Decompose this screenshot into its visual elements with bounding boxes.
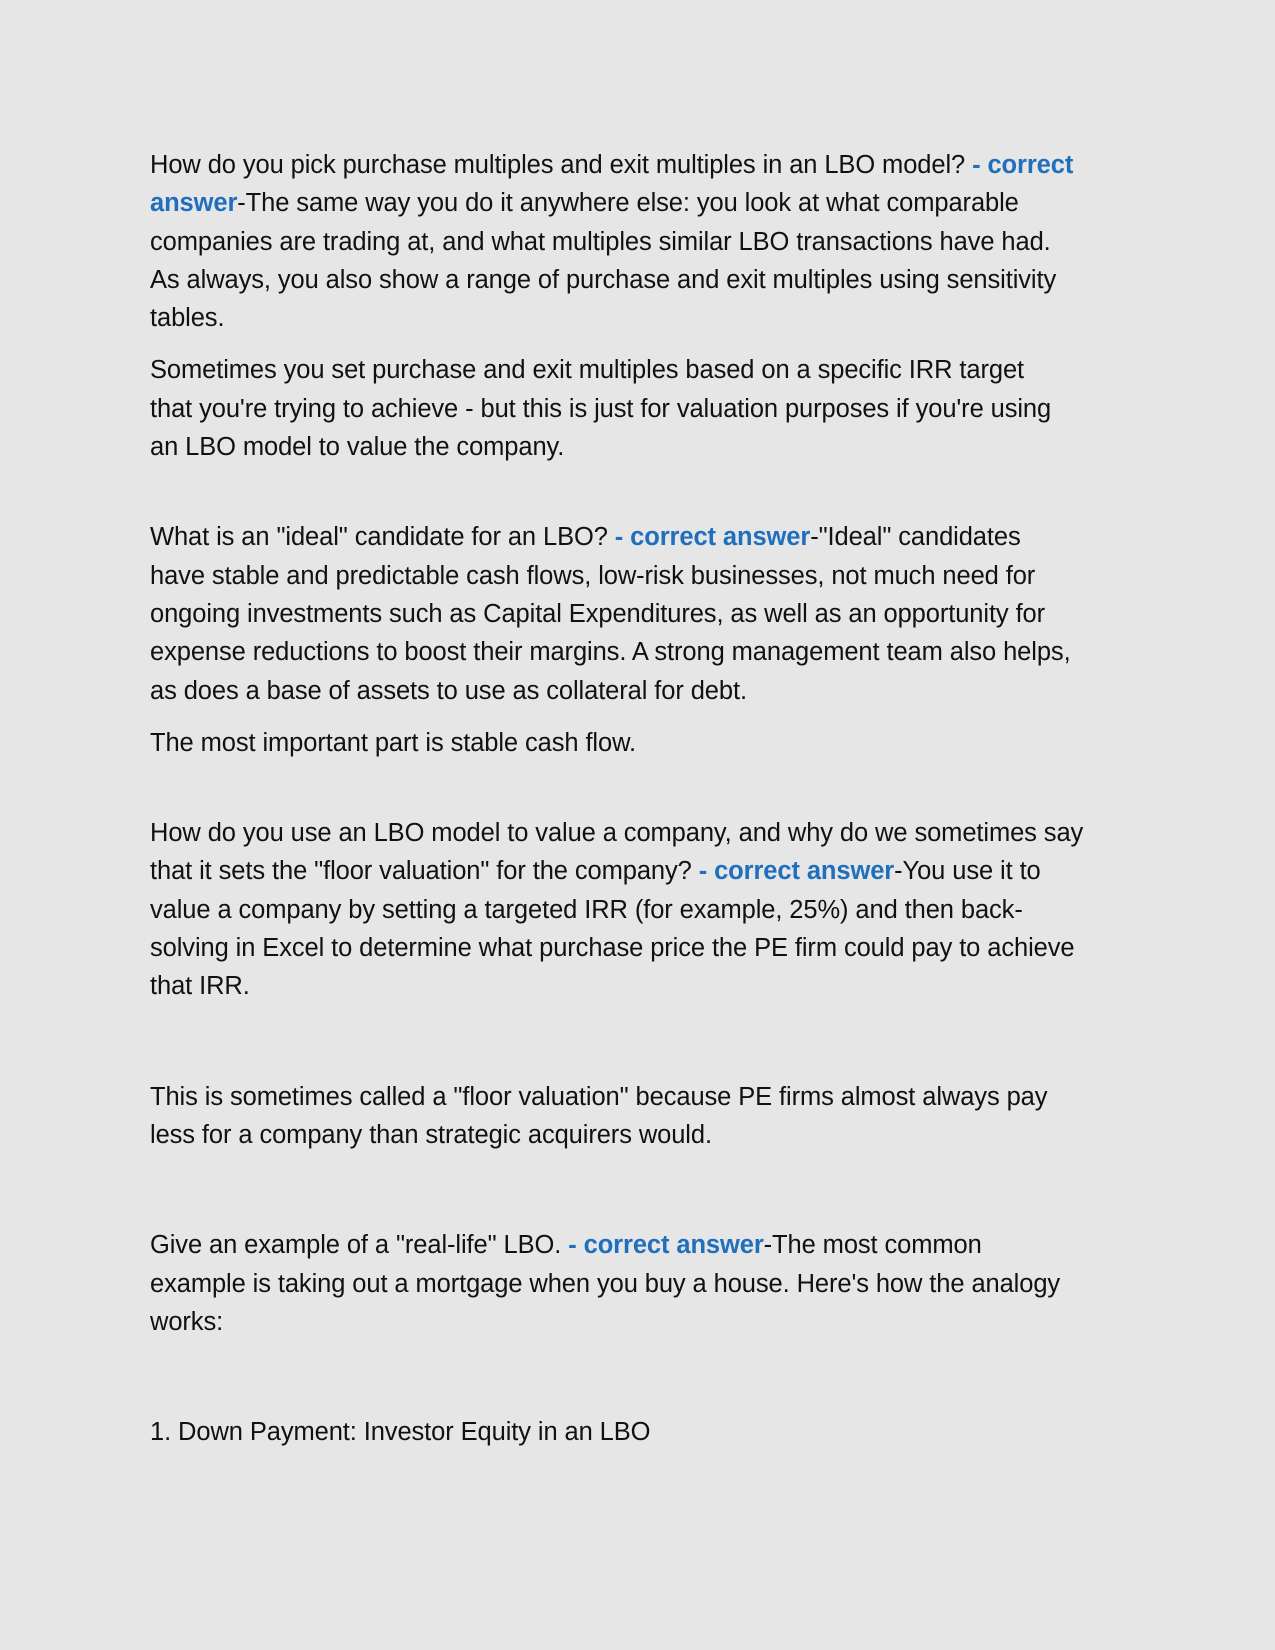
answer-continuation: The most important part is stable cash flow. <box>150 728 636 757</box>
document-page <box>150 146 1130 1451</box>
answer-text: -You use it to value a company by setting a targeted IRR (for example, 25%) and then back-solving in Excel to determine what purchase price the PE firm could pay to achieve that IRR. <box>150 857 1075 1001</box>
answer-text: -"Ideal" candidates have stable and predictable cash flows, low-risk businesses, not much need for ongoing investments such as Capital Expenditures, as well as an opportunity for expense reductions to boost their margins. A strong management team also helps, as does a base of assets to use as collateral for debt. <box>150 523 1071 705</box>
answer-continuation: This is sometimes called a "floor valuation" because PE firms almost always pay less for a company than strategic acquirers would. <box>150 1082 1048 1149</box>
question-block-4 <box>150 1226 1080 1341</box>
question-block-2 <box>150 518 1080 709</box>
question-text: How do you pick purchase multiples and exit multiples in an LBO model? <box>150 151 973 179</box>
answer-continuation: Sometimes you set purchase and exit multiples based on a specific IRR target that you're trying to achieve - but this is just for valuation purposes if you're using an LBO model to value the company. <box>150 356 1052 462</box>
correct-answer-label: - correct answer <box>698 857 895 886</box>
answer-text: -The most common example is taking out a mortgage when you buy a house. Here's how the analogy works: <box>150 1231 1061 1336</box>
question-text: How do you use an LBO model to value a company, and why do we sometimes say that it sets the "floor valuation" for the company? <box>150 819 1084 886</box>
correct-answer-label: - correct answer <box>568 1231 764 1260</box>
correct-answer-label: - correct answer <box>150 151 1074 218</box>
question-text: What is an "ideal" candidate for an LBO? <box>150 523 615 552</box>
correct-answer-label: - correct answer <box>614 523 811 552</box>
answer-text: -The same way you do it anywhere else: you look at what comparable companies are trading at, and what multiples similar LBO transactions have had. As always, you also show a range of purchase and exit multiples using sensitivity tables. <box>150 189 1057 333</box>
question-block-1 <box>150 146 1075 337</box>
question-text: Give an example of a "real-life" LBO. <box>150 1231 569 1260</box>
question-block-3 <box>150 814 1085 1005</box>
list-item: 1. Down Payment: Investor Equity in an LBO <box>150 1418 651 1447</box>
